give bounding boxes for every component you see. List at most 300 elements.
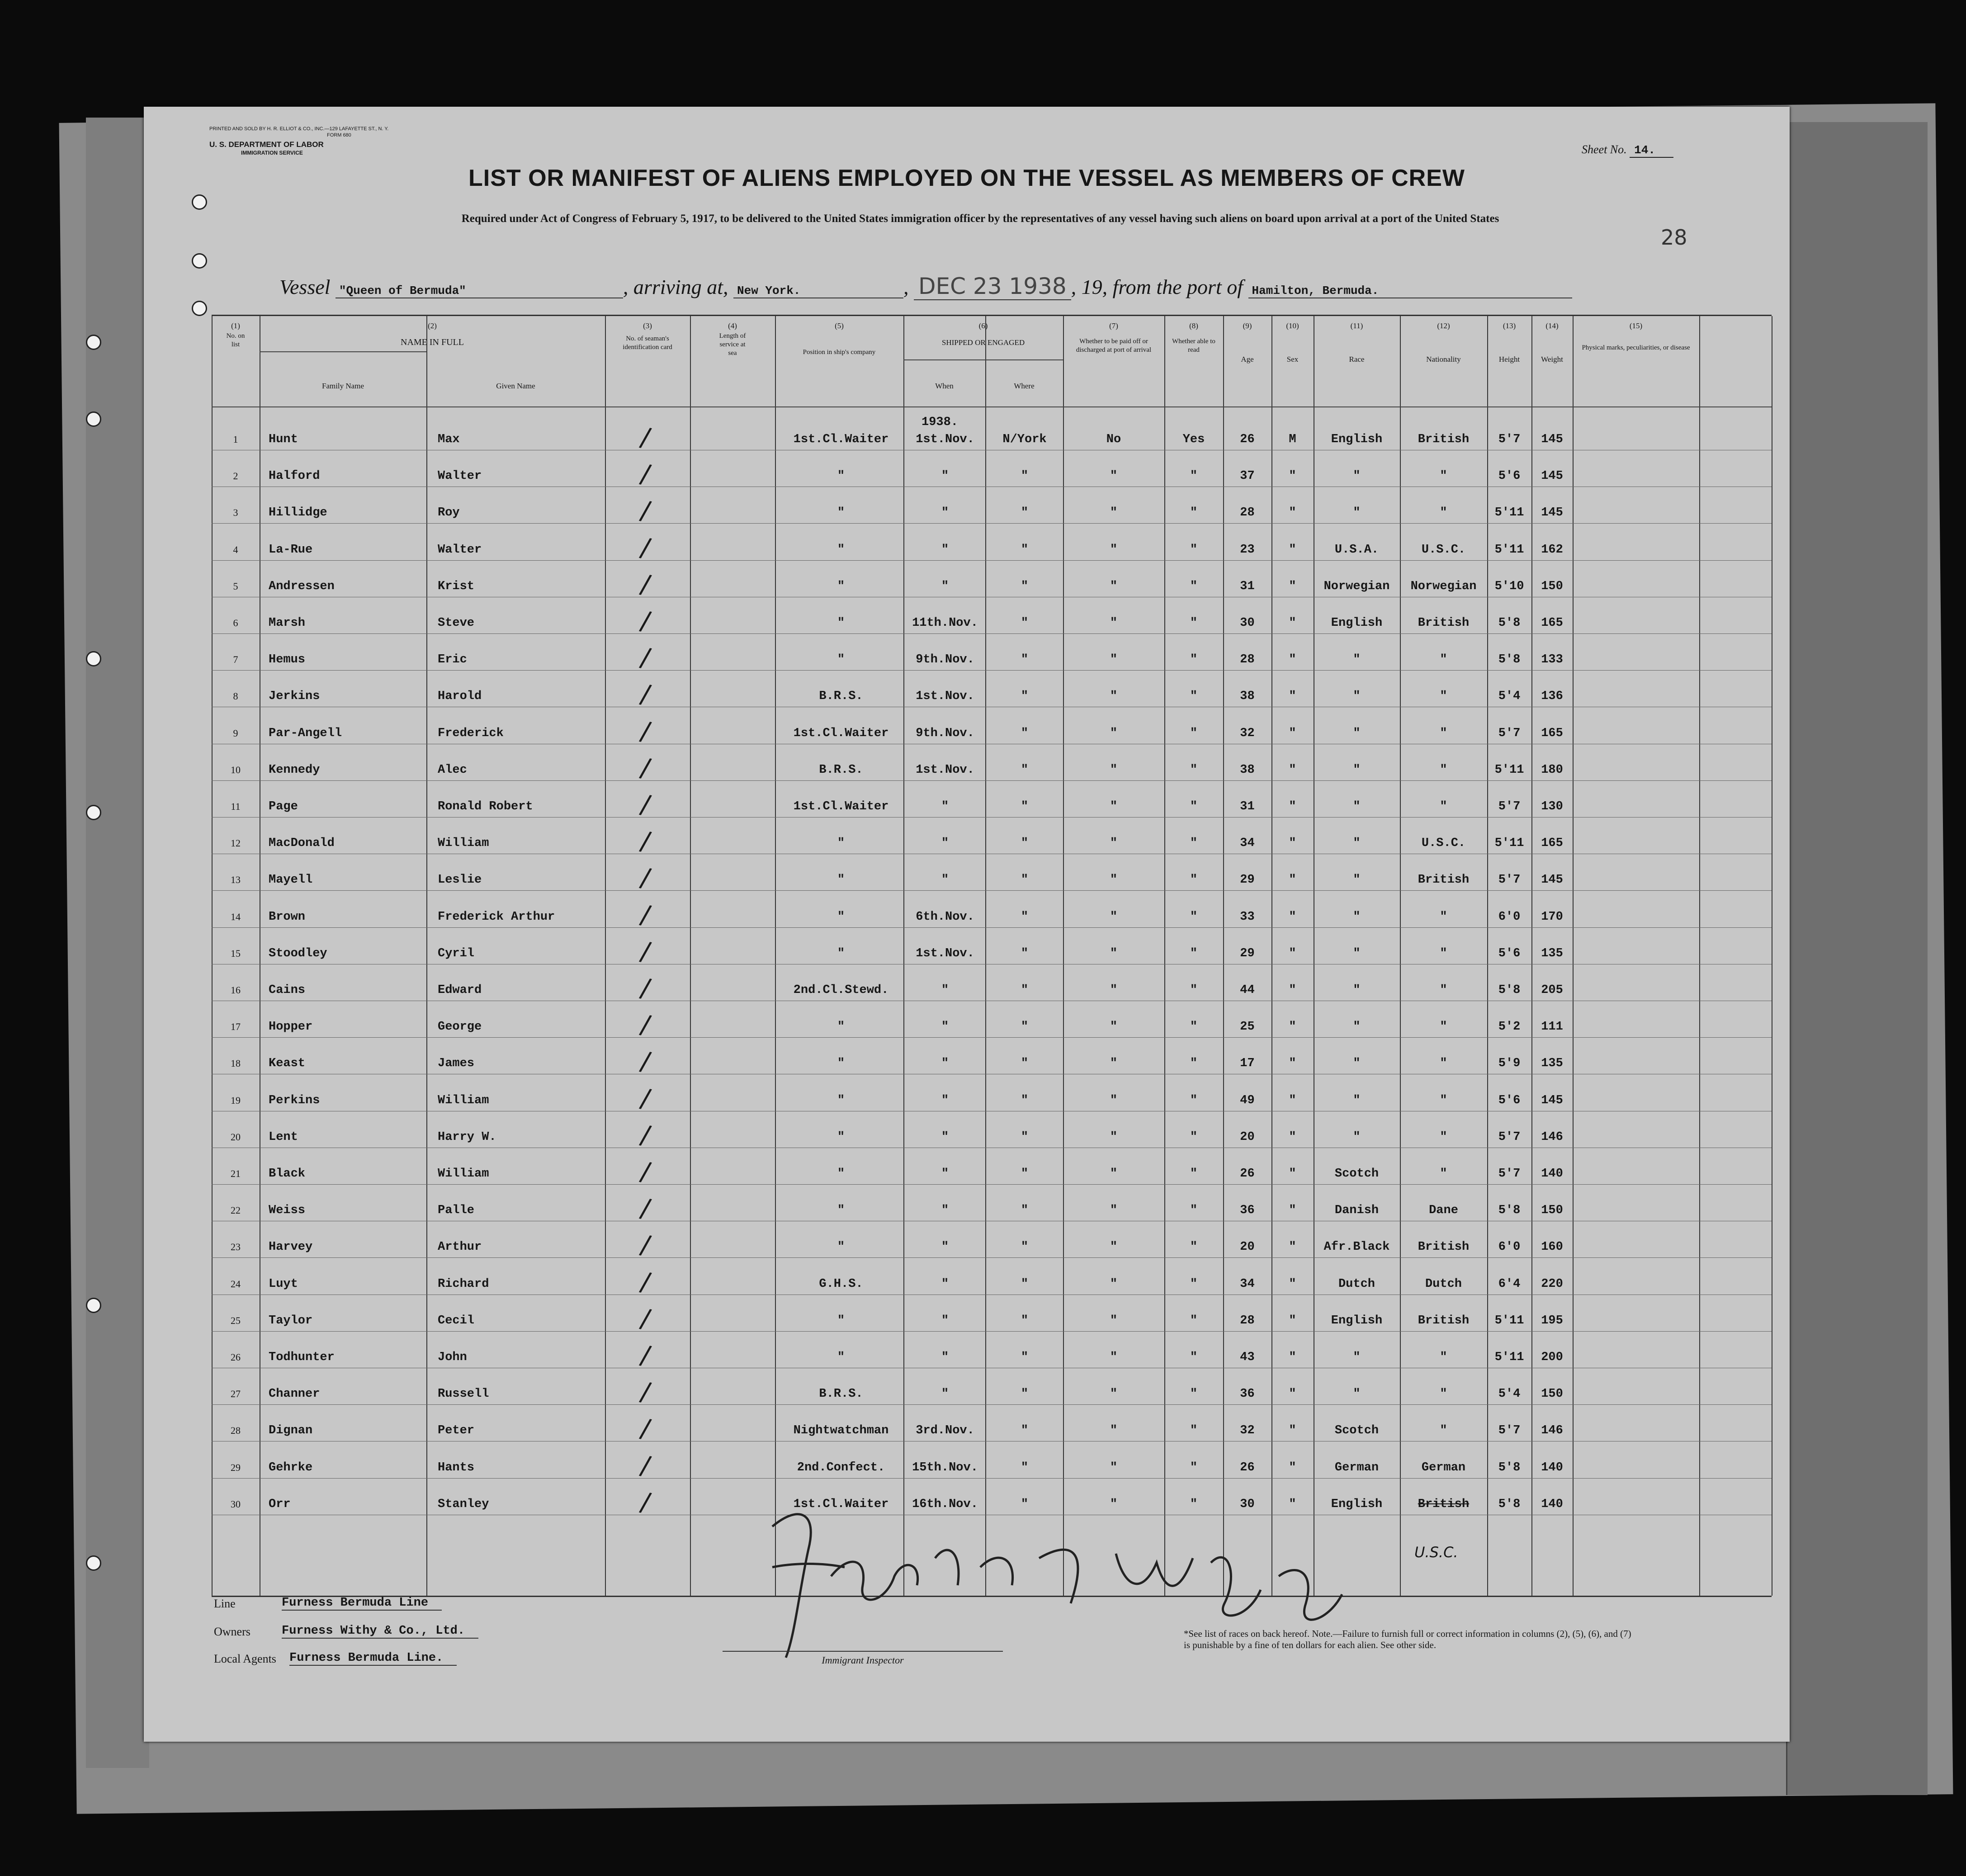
cell-height: 6'4 [1498,1277,1521,1291]
cell-able-to-read: " [1190,763,1198,777]
cell-row-number: 28 [231,1425,241,1437]
cell-nationality: " [1440,1424,1447,1438]
id-card-check-mark: / [638,1155,653,1188]
cell-family-name: Channer [269,1387,320,1401]
cell-paid-off: " [1110,506,1118,520]
cell-shipped-where: " [1021,1497,1029,1511]
cell-age: 32 [1240,726,1255,740]
id-card-check-mark: / [638,1302,653,1335]
cell-position: 1st.Cl.Waiter [793,726,889,740]
cell-nationality: Dutch [1425,1277,1462,1291]
cell-given-name: Leslie [438,873,482,887]
cell-shipped-where: " [1021,1314,1029,1328]
cell-family-name: Gehrke [269,1460,313,1474]
cell-weight: 150 [1541,579,1563,593]
cell-sex: " [1289,1424,1296,1438]
col8-header: (8) Whether able to read [1172,321,1215,354]
cell-row-number: 19 [231,1094,241,1106]
cell-shipped-where: " [1021,1460,1029,1474]
cell-weight: 135 [1541,1057,1563,1071]
cell-race: " [1353,873,1361,887]
cell-weight: 150 [1541,1204,1563,1218]
id-card-check-mark: / [638,1008,653,1041]
cell-sex: " [1289,1460,1296,1474]
cell-race: U.S.A. [1334,543,1379,557]
col14-header: (14) Weight [1541,321,1563,364]
date-stamp: DEC 23 1938 [914,273,1071,300]
cell-race: Danish [1334,1204,1379,1218]
id-card-check-mark: / [638,641,653,674]
id-card-check-mark: / [638,605,653,637]
cell-nationality: " [1440,983,1447,997]
cell-paid-off: " [1110,946,1118,960]
cell-paid-off: " [1110,616,1118,630]
cell-position: " [837,1167,845,1181]
cell-shipped-when: 6th.Nov. [916,910,974,924]
sheet-value: 14. [1630,143,1673,158]
cell-able-to-read: " [1190,543,1198,557]
cell-sex: " [1289,1277,1296,1291]
cell-sex: " [1289,1167,1296,1181]
cell-shipped-where: " [1021,506,1029,520]
cell-position: " [837,946,845,960]
cell-paid-off: " [1110,910,1118,924]
cell-height: 5'7 [1498,1424,1521,1438]
cell-shipped-when: " [941,1057,949,1071]
cell-race: " [1353,1093,1361,1107]
cell-race: " [1353,946,1361,960]
cell-row-number: 22 [231,1205,241,1216]
col15-header: (15) Physical marks, peculiarities, or disease [1582,321,1690,351]
id-card-check-mark: / [638,1119,653,1151]
cell-age: 28 [1240,1314,1255,1328]
cell-able-to-read: " [1190,1497,1198,1511]
vessel-label: Vessel [279,275,331,298]
id-card-check-mark: / [638,825,653,857]
cell-nationality: German [1421,1460,1466,1474]
cell-nationality: " [1440,763,1447,777]
cell-row-number: 4 [233,543,238,555]
cell-able-to-read: " [1190,1057,1198,1071]
line-label: Line [214,1597,236,1610]
cell-given-name: Harry W. [438,1130,496,1144]
cell-shipped-when: " [941,543,949,557]
cell-family-name: Mayell [269,873,313,887]
cell-family-name: Halford [269,469,320,483]
cell-shipped-where: " [1021,726,1029,740]
col9-header: (9) Age [1241,321,1254,364]
cell-sex: " [1289,946,1296,960]
id-card-check-mark: / [638,495,653,527]
cell-nationality: " [1440,800,1447,813]
cell-age: 36 [1240,1387,1255,1401]
cell-nationality: Norwegian [1410,579,1477,593]
cell-family-name: Weiss [269,1204,306,1218]
cell-nationality: British [1418,1314,1470,1328]
cell-weight: 111 [1541,1020,1563,1034]
cell-shipped-when: " [941,1093,949,1107]
cell-given-name: Eric [438,653,467,667]
cell-age: 23 [1240,543,1255,557]
cell-shipped-when: " [941,1387,949,1401]
cell-given-name: George [438,1020,482,1034]
cell-race: English [1331,1314,1383,1328]
cell-race: " [1353,983,1361,997]
cell-age: 44 [1240,983,1255,997]
cell-shipped-where: N/York [1002,433,1047,446]
cell-height: 5'8 [1498,1204,1521,1218]
cell-shipped-where: " [1021,1387,1029,1401]
cell-row-number: 23 [231,1241,241,1253]
cell-age: 38 [1240,690,1255,704]
cell-family-name: Black [269,1167,306,1181]
cell-shipped-when: " [941,1351,949,1364]
id-card-check-mark: / [638,1229,653,1261]
cell-shipped-when: 11th.Nov. [912,616,978,630]
cell-nationality: " [1440,506,1447,520]
cell-weight: 140 [1541,1460,1563,1474]
cell-given-name: Frederick Arthur [438,910,555,924]
cell-given-name: Max [438,433,460,446]
year-label: , 19 [1071,275,1102,298]
cell-sex: " [1289,469,1296,483]
cell-shipped-where: " [1021,836,1029,851]
cell-given-name: Hants [438,1460,475,1474]
cell-able-to-read: " [1190,1387,1198,1401]
pencil-number: 28 [1661,225,1687,250]
cell-able-to-read: " [1190,1204,1198,1218]
id-card-check-mark: / [638,788,653,821]
cell-age: 31 [1240,800,1255,813]
cell-family-name: Taylor [269,1314,313,1328]
cell-family-name: La-Rue [269,543,313,557]
cell-position: B.R.S. [819,763,863,777]
cell-weight: 150 [1541,1387,1563,1401]
cell-able-to-read: " [1190,1240,1198,1254]
cell-height: 5'4 [1498,690,1521,704]
cell-weight: 180 [1541,763,1563,777]
col2-header: (2) NAME IN FULL [401,321,464,347]
cell-weight: 220 [1541,1277,1563,1291]
cell-race: " [1353,653,1361,667]
cell-shipped-when: " [941,1314,949,1328]
cell-position: " [837,506,845,520]
cell-sex: " [1289,1057,1296,1071]
cell-shipped-when: " [941,1020,949,1034]
cell-weight: 145 [1541,506,1563,520]
cell-shipped-when: 1st.Nov. [916,763,974,777]
cell-sex: " [1289,726,1296,740]
cell-height: 5'7 [1498,873,1521,887]
cell-able-to-read: " [1190,800,1198,813]
cell-sex: " [1289,873,1296,887]
cell-able-to-read: " [1190,873,1198,887]
cell-position: G.H.S. [819,1277,863,1291]
sheet-label: Sheet No. [1582,143,1627,156]
cell-family-name: Todhunter [269,1351,335,1364]
cell-shipped-where: " [1021,1057,1029,1071]
cell-position: " [837,910,845,924]
cell-position: " [837,1020,845,1034]
cell-able-to-read: " [1190,1351,1198,1364]
cell-race: Scotch [1334,1167,1379,1181]
cell-family-name: Marsh [269,616,306,630]
cell-age: 29 [1240,946,1255,960]
cell-shipped-where: " [1021,946,1029,960]
cell-race: Scotch [1334,1424,1379,1438]
cell-shipped-when: 9th.Nov. [916,653,974,667]
cell-weight: 146 [1541,1130,1563,1144]
cell-weight: 145 [1541,469,1563,483]
cell-family-name: Hemus [269,653,306,667]
cell-shipped-where: " [1021,1240,1029,1254]
cell-age: 28 [1240,653,1255,667]
cell-position: " [837,543,845,557]
cell-family-name: Harvey [269,1240,313,1254]
col10-header: (10) Sex [1286,321,1299,364]
punch-hole [86,335,101,350]
cell-position: Nightwatchman [793,1424,889,1438]
cell-family-name: Hillidge [269,506,327,520]
cell-race: Dutch [1338,1277,1375,1291]
cell-shipped-when: " [941,1277,949,1291]
cell-family-name: Hunt [269,433,298,446]
cell-race: English [1331,616,1383,630]
cell-height: 5'7 [1498,800,1521,813]
cell-age: 34 [1240,836,1255,851]
col3-header: (3) No. of seaman's identification card [623,321,672,351]
punch-hole [192,301,207,316]
cell-position: " [837,616,845,630]
cell-able-to-read: " [1190,910,1198,924]
cell-height: 5'11 [1494,763,1524,777]
cell-age: 34 [1240,1277,1255,1291]
col11-header: (11) Race [1349,321,1365,364]
cell-age: 20 [1240,1130,1255,1144]
cell-sex: " [1289,1240,1296,1254]
cell-race: English [1331,1497,1383,1511]
cell-position: " [837,1351,845,1364]
cell-height: 5'7 [1498,1130,1521,1144]
service-name: IMMIGRATION SERVICE [241,150,303,156]
cell-race: English [1331,433,1383,446]
manifest-sheet [144,107,1790,1742]
cell-paid-off: " [1110,1351,1118,1364]
cell-able-to-read: " [1190,579,1198,593]
cell-able-to-read: " [1190,506,1198,520]
cell-position: 1st.Cl.Waiter [793,433,889,446]
underlying-page-left [86,118,149,1768]
cell-sex: " [1289,910,1296,924]
cell-height: 5'9 [1498,1057,1521,1071]
cell-sex: " [1289,543,1296,557]
cell-nationality: Dane [1429,1204,1458,1218]
col12-header: (12) Nationality [1426,321,1461,364]
col7-header: (7) Whether to be paid off or discharged at port of arrival [1076,321,1152,354]
cell-row-number: 11 [231,801,241,812]
cell-age: 30 [1240,616,1255,630]
id-card-check-mark: / [638,678,653,710]
cell-shipped-when: 1st.Nov. [916,690,974,704]
cell-shipped-where: " [1021,873,1029,887]
cell-weight: 146 [1541,1424,1563,1438]
cell-given-name: Roy [438,506,460,520]
sheet-number [1582,143,1673,157]
department-heading [209,141,324,157]
cell-position: " [837,1204,845,1218]
cell-family-name: Dignan [269,1424,313,1438]
cell-able-to-read: " [1190,1130,1198,1144]
cell-paid-off: " [1110,469,1118,483]
cell-shipped-when: " [941,579,949,593]
crew-table [212,315,1772,1597]
cell-height: 5'11 [1494,836,1524,851]
cell-sex: " [1289,506,1296,520]
agents-label: Local Agents [214,1652,276,1665]
cell-sex: " [1289,1130,1296,1144]
cell-given-name: Arthur [438,1240,482,1254]
cell-race: " [1353,469,1361,483]
cell-nationality: U.S.C. [1421,543,1466,557]
cell-height: 5'7 [1498,726,1521,740]
cell-row-number: 20 [231,1131,241,1143]
cell-paid-off: " [1110,1240,1118,1254]
cell-height: 5'4 [1498,1387,1521,1401]
cell-sex: " [1289,1314,1296,1328]
id-card-check-mark: / [638,458,653,490]
cell-row-number: 17 [231,1021,241,1033]
cell-row-number: 13 [231,874,241,886]
cell-weight: 195 [1541,1314,1563,1328]
cell-position: " [837,1057,845,1071]
family-name-header: Family Name [321,382,364,390]
id-card-check-mark: / [638,1449,653,1481]
cell-sex: " [1289,1093,1296,1107]
cell-paid-off: " [1110,543,1118,557]
cell-age: 38 [1240,763,1255,777]
cell-family-name: Keast [269,1057,306,1071]
cell-shipped-when: 3rd.Nov. [916,1424,974,1438]
cell-height: 5'6 [1498,946,1521,960]
cell-nationality: " [1440,910,1447,924]
cell-position: " [837,1240,845,1254]
cell-family-name: Cains [269,983,306,997]
cell-row-number: 14 [231,911,241,922]
cell-paid-off: " [1110,690,1118,704]
cell-race: " [1353,726,1361,740]
cell-nationality: " [1440,1167,1447,1181]
cell-position: 2nd.Confect. [797,1460,885,1474]
cell-paid-off: " [1110,1093,1118,1107]
cell-age: 25 [1240,1020,1255,1034]
cell-position: 2nd.Cl.Stewd. [793,983,889,997]
cell-row-number: 12 [231,837,241,849]
id-card-check-mark: / [638,1045,653,1077]
cell-able-to-read: " [1190,726,1198,740]
cell-able-to-read: " [1190,690,1198,704]
line-value: Furness Bermuda Line [282,1596,442,1611]
id-card-check-mark: / [638,1339,653,1371]
cell-family-name: Par-Angell [269,726,342,740]
cell-given-name: Cyril [438,946,475,960]
cell-height: 5'10 [1494,579,1524,593]
cell-shipped-when: " [941,836,949,851]
cell-nationality: British [1418,1240,1470,1254]
given-name-header: Given Name [496,382,535,390]
cell-position: " [837,579,845,593]
cell-height: 5'11 [1494,1314,1524,1328]
arriving-label: , arriving at, [623,275,728,298]
punch-hole [86,651,101,666]
cell-row-number: 3 [233,507,238,519]
cell-family-name: Jerkins [269,690,320,704]
cell-race: " [1353,1130,1361,1144]
cell-paid-off: No [1106,433,1121,446]
cell-row-number: 5 [233,580,238,592]
cell-position: " [837,1093,845,1107]
cell-able-to-read: " [1190,1277,1198,1291]
cell-family-name: Hopper [269,1020,313,1034]
cell-row-number: 2 [233,470,238,482]
cell-race: Norwegian [1323,579,1390,593]
cell-nationality: British [1418,1497,1470,1511]
cell-given-name: Krist [438,579,475,593]
cell-position: B.R.S. [819,690,863,704]
cell-race: " [1353,836,1361,851]
cell-position: " [837,873,845,887]
cell-age: 33 [1240,910,1255,924]
cell-race: " [1353,690,1361,704]
cell-shipped-where: " [1021,910,1029,924]
cell-shipped-when: " [941,506,949,520]
cell-age: 32 [1240,1424,1255,1438]
cell-row-number: 27 [231,1388,241,1400]
cell-position: " [837,653,845,667]
cell-sex: " [1289,1497,1296,1511]
cell-position: " [837,469,845,483]
id-card-check-mark: / [638,898,653,931]
cell-weight: 170 [1541,910,1563,924]
cell-age: 31 [1240,579,1255,593]
cell-age: 26 [1240,1167,1255,1181]
cell-shipped-when: " [941,800,949,813]
cell-sex: " [1289,690,1296,704]
owners-value: Furness Withy & Co., Ltd. [282,1624,478,1639]
cell-given-name: Richard [438,1277,489,1291]
cell-paid-off: " [1110,1277,1118,1291]
cell-row-number: 7 [233,654,238,666]
punch-hole [86,1298,101,1313]
cell-age: 26 [1240,433,1255,446]
cell-able-to-read: " [1190,469,1198,483]
cell-row-number: 10 [231,764,241,775]
col1-header: (1) No. on list [226,321,245,348]
cell-weight: 145 [1541,433,1563,446]
cell-shipped-when: 9th.Nov. [916,726,974,740]
cell-position: 1st.Cl.Waiter [793,1497,889,1511]
cell-given-name: Stanley [438,1497,489,1511]
cell-height: 5'11 [1494,543,1524,557]
underlying-page-edge [1786,122,1928,1795]
cell-row-number: 21 [231,1168,241,1179]
cell-race: " [1353,506,1361,520]
cell-row-number: 1 [233,434,238,445]
cell-paid-off: " [1110,873,1118,887]
cell-sex: " [1289,579,1296,593]
cell-given-name: Ronald Robert [438,800,533,813]
cell-paid-off: " [1110,1204,1118,1218]
cell-paid-off: " [1110,836,1118,851]
